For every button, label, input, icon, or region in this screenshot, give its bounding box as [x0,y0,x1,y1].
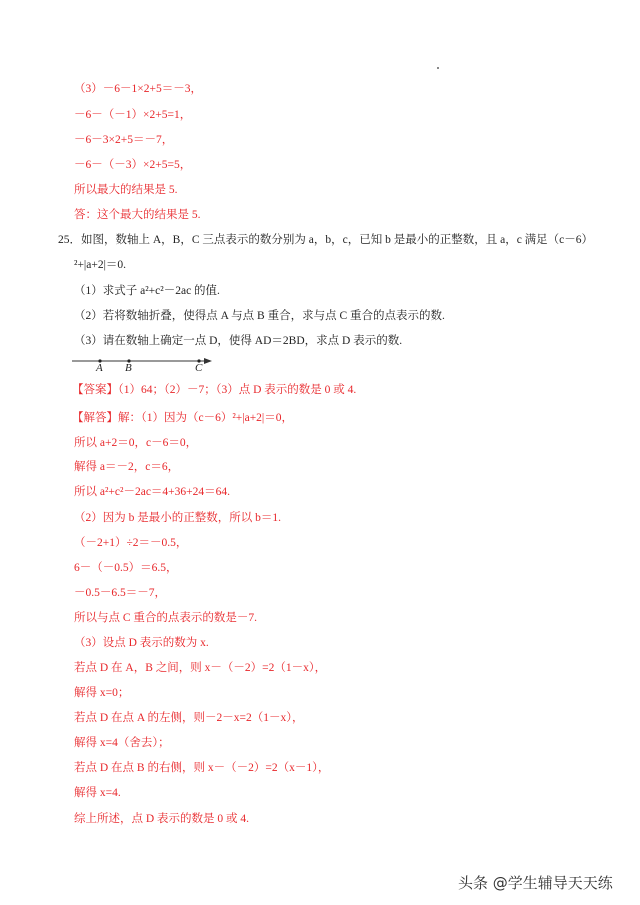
solution-line: 答：这个最大的结果是 5. [74,209,201,221]
point-label-c: C [195,362,203,374]
solution-line: （3）－6－1×2+5＝－3， [74,83,202,95]
point-label-b: B [125,362,132,374]
answer-line: 所以 a²+c²－2ac＝4+36+24＝64. [74,486,231,498]
point-label-a: A [96,362,103,374]
answer-line: 所以与点 C 重合的点表示的数是－7. [74,612,258,624]
answer-line: 解得 a＝－2，c＝6， [74,461,180,473]
answer-line: 解得 x=4（舍去）； [74,737,170,749]
answer-line: 解得 x=4. [74,787,121,799]
answer-line: 若点 D 在点 A 的左侧，则－2－x=2（1－x）， [74,712,304,724]
answer-line: （2）因为 b 是最小的正整数，所以 b＝1. [74,512,281,524]
question-text-cont: ²+|a+2|＝0. [74,259,127,271]
number-line-figure [72,356,203,376]
solution-line: 所以最大的结果是 5. [74,184,178,196]
answer-line: 【解答】解：（1）因为（c－6）²+|a+2|＝0， [72,412,293,424]
answer-line: （－2+1）÷2＝－0.5， [74,537,188,549]
answer-line: 综上所述，点 D 表示的数是 0 或 4. [74,813,250,825]
solution-line: －6－3×2+5＝－7， [74,134,174,146]
watermark: 头条 @学生辅导天天练 [458,874,613,892]
answer-line: 所以 a+2＝0，c－6＝0， [74,437,198,449]
speck [437,67,439,69]
number-line-axis [72,356,212,378]
answer-line: （3）设点 D 表示的数为 x. [74,637,209,649]
question-text: 25．如图，数轴上 A，B，C 三点表示的数分别为 a，b，c，已知 b 是最小的正整数，且 a，c 满足（c－6） [58,234,594,246]
solution-line: －6－（－1）×2+5=1， [74,109,192,121]
answer-line: 若点 D 在 A，B 之间，则 x－（－2）=2（1－x）， [74,662,327,674]
answer-summary: 【答案】（1）64；（2）－7；（3）点 D 表示的数是 0 或 4. [72,384,357,396]
question-part-2: （2）若将数轴折叠，使得点 A 与点 B 重合，求与点 C 重合的点表示的数. [74,310,445,322]
question-part-3: （3）请在数轴上确定一点 D，使得 AD＝2BD，求点 D 表示的数. [74,335,403,347]
answer-line: 若点 D 在点 B 的右侧，则 x－（－2）=2（x－1）， [74,762,330,774]
answer-line: 6－（－0.5）＝6.5， [74,562,178,574]
answer-line: －0.5－6.5＝－7， [74,587,166,599]
solution-line: －6－（－3）×2+5=5， [74,159,192,171]
answer-line: 解得 x=0； [74,687,130,699]
question-part-1: （1）求式子 a²+c²－2ac 的值. [74,285,220,297]
